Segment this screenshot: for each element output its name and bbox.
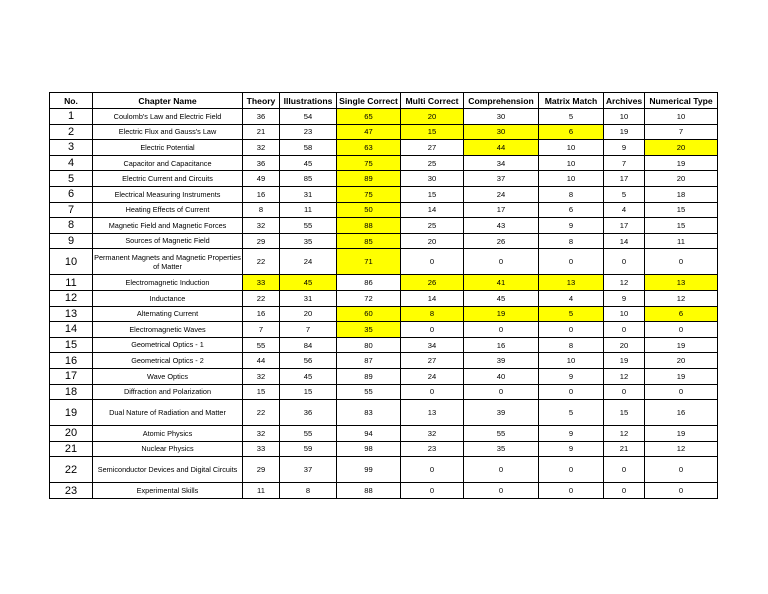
theory-count: 29 bbox=[243, 457, 280, 483]
theory-count: 44 bbox=[243, 353, 280, 369]
comprehension-count: 55 bbox=[464, 426, 539, 442]
archives-count: 9 bbox=[604, 290, 645, 306]
matrix-match-count: 10 bbox=[539, 171, 604, 187]
single-correct-count: 86 bbox=[337, 275, 401, 291]
chapter-name: Geometrical Optics - 2 bbox=[93, 353, 243, 369]
table-row bbox=[50, 290, 718, 306]
illustrations-count: 23 bbox=[280, 124, 337, 140]
table-row bbox=[50, 171, 718, 187]
chapter-name: Electrical Measuring Instruments bbox=[93, 186, 243, 202]
matrix-match-count: 10 bbox=[539, 155, 604, 171]
numerical-type-count: 6 bbox=[645, 306, 718, 322]
multi-correct-count: 24 bbox=[401, 368, 464, 384]
numerical-type-count: 0 bbox=[645, 457, 718, 483]
row-number: 10 bbox=[50, 249, 93, 275]
illustrations-count: 31 bbox=[280, 290, 337, 306]
matrix-match-count: 5 bbox=[539, 400, 604, 426]
theory-count: 22 bbox=[243, 249, 280, 275]
archives-count: 19 bbox=[604, 353, 645, 369]
multi-correct-count: 20 bbox=[401, 109, 464, 125]
archives-count: 12 bbox=[604, 368, 645, 384]
chapter-name: Geometrical Optics - 1 bbox=[93, 337, 243, 353]
table-body bbox=[50, 109, 718, 499]
matrix-match-count: 8 bbox=[539, 186, 604, 202]
header-archives: Archives bbox=[604, 93, 645, 109]
numerical-type-count: 12 bbox=[645, 441, 718, 457]
chapter-name: Coulomb's Law and Electric Field bbox=[93, 109, 243, 125]
row-number: 18 bbox=[50, 384, 93, 400]
single-correct-count: 60 bbox=[337, 306, 401, 322]
comprehension-count: 30 bbox=[464, 124, 539, 140]
numerical-type-count: 0 bbox=[645, 249, 718, 275]
chapter-name: Capacitor and Capacitance bbox=[93, 155, 243, 171]
theory-count: 8 bbox=[243, 202, 280, 218]
archives-count: 7 bbox=[604, 155, 645, 171]
header-multi-correct: Multi Correct bbox=[401, 93, 464, 109]
chapter-name: Electromagnetic Induction bbox=[93, 275, 243, 291]
illustrations-count: 24 bbox=[280, 249, 337, 275]
illustrations-count: 58 bbox=[280, 140, 337, 156]
archives-count: 19 bbox=[604, 124, 645, 140]
header-illustrations: Illustrations bbox=[280, 93, 337, 109]
chapter-name: Electric Current and Circuits bbox=[93, 171, 243, 187]
row-number: 17 bbox=[50, 368, 93, 384]
illustrations-count: 85 bbox=[280, 171, 337, 187]
archives-count: 9 bbox=[604, 140, 645, 156]
table-row bbox=[50, 218, 718, 234]
archives-count: 15 bbox=[604, 400, 645, 426]
multi-correct-count: 0 bbox=[401, 249, 464, 275]
theory-count: 16 bbox=[243, 186, 280, 202]
matrix-match-count: 10 bbox=[539, 353, 604, 369]
header-comprehension: Comprehension bbox=[464, 93, 539, 109]
numerical-type-count: 16 bbox=[645, 400, 718, 426]
matrix-match-count: 9 bbox=[539, 218, 604, 234]
table-row bbox=[50, 337, 718, 353]
table-row bbox=[50, 155, 718, 171]
numerical-type-count: 0 bbox=[645, 483, 718, 499]
header-no: No. bbox=[50, 93, 93, 109]
archives-count: 0 bbox=[604, 322, 645, 338]
row-number: 20 bbox=[50, 426, 93, 442]
comprehension-count: 30 bbox=[464, 109, 539, 125]
matrix-match-count: 8 bbox=[539, 233, 604, 249]
theory-count: 32 bbox=[243, 218, 280, 234]
archives-count: 12 bbox=[604, 426, 645, 442]
single-correct-count: 47 bbox=[337, 124, 401, 140]
multi-correct-count: 25 bbox=[401, 155, 464, 171]
chapter-name: Sources of Magnetic Field bbox=[93, 233, 243, 249]
theory-count: 32 bbox=[243, 140, 280, 156]
matrix-match-count: 4 bbox=[539, 290, 604, 306]
header-chapter-name: Chapter Name bbox=[93, 93, 243, 109]
comprehension-count: 0 bbox=[464, 322, 539, 338]
illustrations-count: 37 bbox=[280, 457, 337, 483]
archives-count: 0 bbox=[604, 483, 645, 499]
chapter-name: Alternating Current bbox=[93, 306, 243, 322]
numerical-type-count: 0 bbox=[645, 384, 718, 400]
archives-count: 0 bbox=[604, 457, 645, 483]
multi-correct-count: 15 bbox=[401, 124, 464, 140]
matrix-match-count: 10 bbox=[539, 140, 604, 156]
archives-count: 12 bbox=[604, 275, 645, 291]
numerical-type-count: 19 bbox=[645, 368, 718, 384]
archives-count: 5 bbox=[604, 186, 645, 202]
theory-count: 33 bbox=[243, 275, 280, 291]
comprehension-count: 43 bbox=[464, 218, 539, 234]
single-correct-count: 98 bbox=[337, 441, 401, 457]
multi-correct-count: 30 bbox=[401, 171, 464, 187]
comprehension-count: 37 bbox=[464, 171, 539, 187]
single-correct-count: 65 bbox=[337, 109, 401, 125]
table-row bbox=[50, 202, 718, 218]
numerical-type-count: 19 bbox=[645, 426, 718, 442]
table-row bbox=[50, 441, 718, 457]
archives-count: 0 bbox=[604, 249, 645, 275]
theory-count: 29 bbox=[243, 233, 280, 249]
illustrations-count: 56 bbox=[280, 353, 337, 369]
row-number: 5 bbox=[50, 171, 93, 187]
illustrations-count: 45 bbox=[280, 368, 337, 384]
chapter-name: Electric Flux and Gauss's Law bbox=[93, 124, 243, 140]
table-row bbox=[50, 140, 718, 156]
single-correct-count: 71 bbox=[337, 249, 401, 275]
table-row bbox=[50, 124, 718, 140]
single-correct-count: 88 bbox=[337, 218, 401, 234]
chapter-name: Atomic Physics bbox=[93, 426, 243, 442]
chapter-name: Wave Optics bbox=[93, 368, 243, 384]
numerical-type-count: 20 bbox=[645, 353, 718, 369]
illustrations-count: 59 bbox=[280, 441, 337, 457]
row-number: 23 bbox=[50, 483, 93, 499]
illustrations-count: 31 bbox=[280, 186, 337, 202]
numerical-type-count: 20 bbox=[645, 171, 718, 187]
theory-count: 32 bbox=[243, 426, 280, 442]
archives-count: 21 bbox=[604, 441, 645, 457]
numerical-type-count: 20 bbox=[645, 140, 718, 156]
table-row bbox=[50, 306, 718, 322]
theory-count: 22 bbox=[243, 400, 280, 426]
comprehension-count: 17 bbox=[464, 202, 539, 218]
theory-count: 55 bbox=[243, 337, 280, 353]
multi-correct-count: 13 bbox=[401, 400, 464, 426]
illustrations-count: 15 bbox=[280, 384, 337, 400]
comprehension-count: 26 bbox=[464, 233, 539, 249]
row-number: 2 bbox=[50, 124, 93, 140]
theory-count: 15 bbox=[243, 384, 280, 400]
chapter-name: Semiconductor Devices and Digital Circuits bbox=[93, 457, 243, 483]
numerical-type-count: 15 bbox=[645, 218, 718, 234]
illustrations-count: 54 bbox=[280, 109, 337, 125]
row-number: 13 bbox=[50, 306, 93, 322]
table-row bbox=[50, 483, 718, 499]
illustrations-count: 55 bbox=[280, 426, 337, 442]
numerical-type-count: 15 bbox=[645, 202, 718, 218]
single-correct-count: 75 bbox=[337, 186, 401, 202]
multi-correct-count: 26 bbox=[401, 275, 464, 291]
theory-count: 32 bbox=[243, 368, 280, 384]
table-row bbox=[50, 384, 718, 400]
illustrations-count: 55 bbox=[280, 218, 337, 234]
archives-count: 10 bbox=[604, 109, 645, 125]
multi-correct-count: 0 bbox=[401, 457, 464, 483]
multi-correct-count: 34 bbox=[401, 337, 464, 353]
single-correct-count: 94 bbox=[337, 426, 401, 442]
single-correct-count: 83 bbox=[337, 400, 401, 426]
numerical-type-count: 11 bbox=[645, 233, 718, 249]
table-row bbox=[50, 322, 718, 338]
chapter-name: Heating Effects of Current bbox=[93, 202, 243, 218]
multi-correct-count: 27 bbox=[401, 140, 464, 156]
illustrations-count: 11 bbox=[280, 202, 337, 218]
multi-correct-count: 0 bbox=[401, 384, 464, 400]
comprehension-count: 39 bbox=[464, 400, 539, 426]
row-number: 8 bbox=[50, 218, 93, 234]
table-row bbox=[50, 275, 718, 291]
comprehension-count: 41 bbox=[464, 275, 539, 291]
chapter-name: Electric Potential bbox=[93, 140, 243, 156]
theory-count: 22 bbox=[243, 290, 280, 306]
multi-correct-count: 0 bbox=[401, 483, 464, 499]
theory-count: 21 bbox=[243, 124, 280, 140]
matrix-match-count: 6 bbox=[539, 124, 604, 140]
matrix-match-count: 0 bbox=[539, 483, 604, 499]
header-numerical-type: Numerical Type bbox=[645, 93, 718, 109]
multi-correct-count: 0 bbox=[401, 322, 464, 338]
header-single-correct: Single Correct bbox=[337, 93, 401, 109]
matrix-match-count: 0 bbox=[539, 384, 604, 400]
row-number: 11 bbox=[50, 275, 93, 291]
matrix-match-count: 6 bbox=[539, 202, 604, 218]
archives-count: 20 bbox=[604, 337, 645, 353]
comprehension-count: 16 bbox=[464, 337, 539, 353]
row-number: 3 bbox=[50, 140, 93, 156]
matrix-match-count: 9 bbox=[539, 368, 604, 384]
table-row bbox=[50, 353, 718, 369]
table-row bbox=[50, 249, 718, 275]
chapter-table bbox=[49, 92, 718, 499]
illustrations-count: 84 bbox=[280, 337, 337, 353]
table-row bbox=[50, 233, 718, 249]
illustrations-count: 8 bbox=[280, 483, 337, 499]
table-row bbox=[50, 457, 718, 483]
numerical-type-count: 12 bbox=[645, 290, 718, 306]
matrix-match-count: 9 bbox=[539, 426, 604, 442]
row-number: 12 bbox=[50, 290, 93, 306]
table-row bbox=[50, 368, 718, 384]
single-correct-count: 75 bbox=[337, 155, 401, 171]
single-correct-count: 99 bbox=[337, 457, 401, 483]
comprehension-count: 0 bbox=[464, 483, 539, 499]
table-row bbox=[50, 186, 718, 202]
theory-count: 16 bbox=[243, 306, 280, 322]
chapter-name: Dual Nature of Radiation and Matter bbox=[93, 400, 243, 426]
chapter-name: Permanent Magnets and Magnetic Properties of Matter bbox=[93, 249, 243, 275]
comprehension-count: 34 bbox=[464, 155, 539, 171]
single-correct-count: 88 bbox=[337, 483, 401, 499]
multi-correct-count: 15 bbox=[401, 186, 464, 202]
comprehension-count: 24 bbox=[464, 186, 539, 202]
illustrations-count: 35 bbox=[280, 233, 337, 249]
table-row bbox=[50, 426, 718, 442]
archives-count: 4 bbox=[604, 202, 645, 218]
numerical-type-count: 18 bbox=[645, 186, 718, 202]
matrix-match-count: 0 bbox=[539, 457, 604, 483]
illustrations-count: 7 bbox=[280, 322, 337, 338]
matrix-match-count: 9 bbox=[539, 441, 604, 457]
illustrations-count: 20 bbox=[280, 306, 337, 322]
comprehension-count: 45 bbox=[464, 290, 539, 306]
row-number: 22 bbox=[50, 457, 93, 483]
matrix-match-count: 0 bbox=[539, 322, 604, 338]
multi-correct-count: 32 bbox=[401, 426, 464, 442]
header-matrix-match: Matrix Match bbox=[539, 93, 604, 109]
theory-count: 11 bbox=[243, 483, 280, 499]
row-number: 4 bbox=[50, 155, 93, 171]
table-row bbox=[50, 400, 718, 426]
archives-count: 14 bbox=[604, 233, 645, 249]
archives-count: 0 bbox=[604, 384, 645, 400]
multi-correct-count: 14 bbox=[401, 202, 464, 218]
single-correct-count: 87 bbox=[337, 353, 401, 369]
numerical-type-count: 19 bbox=[645, 155, 718, 171]
row-number: 1 bbox=[50, 109, 93, 125]
chapter-name: Magnetic Field and Magnetic Forces bbox=[93, 218, 243, 234]
illustrations-count: 45 bbox=[280, 275, 337, 291]
multi-correct-count: 23 bbox=[401, 441, 464, 457]
comprehension-count: 40 bbox=[464, 368, 539, 384]
table-row bbox=[50, 109, 718, 125]
chapter-name: Nuclear Physics bbox=[93, 441, 243, 457]
theory-count: 36 bbox=[243, 109, 280, 125]
single-correct-count: 89 bbox=[337, 368, 401, 384]
matrix-match-count: 13 bbox=[539, 275, 604, 291]
matrix-match-count: 8 bbox=[539, 337, 604, 353]
single-correct-count: 80 bbox=[337, 337, 401, 353]
theory-count: 7 bbox=[243, 322, 280, 338]
theory-count: 49 bbox=[243, 171, 280, 187]
chapter-name: Inductance bbox=[93, 290, 243, 306]
single-correct-count: 55 bbox=[337, 384, 401, 400]
comprehension-count: 35 bbox=[464, 441, 539, 457]
comprehension-count: 39 bbox=[464, 353, 539, 369]
single-correct-count: 50 bbox=[337, 202, 401, 218]
chapter-name: Experimental Skills bbox=[93, 483, 243, 499]
comprehension-count: 0 bbox=[464, 457, 539, 483]
numerical-type-count: 0 bbox=[645, 322, 718, 338]
comprehension-count: 0 bbox=[464, 249, 539, 275]
chapter-name: Electromagnetic Waves bbox=[93, 322, 243, 338]
comprehension-count: 19 bbox=[464, 306, 539, 322]
row-number: 15 bbox=[50, 337, 93, 353]
illustrations-count: 45 bbox=[280, 155, 337, 171]
illustrations-count: 36 bbox=[280, 400, 337, 426]
matrix-match-count: 0 bbox=[539, 249, 604, 275]
archives-count: 10 bbox=[604, 306, 645, 322]
numerical-type-count: 7 bbox=[645, 124, 718, 140]
multi-correct-count: 27 bbox=[401, 353, 464, 369]
multi-correct-count: 14 bbox=[401, 290, 464, 306]
theory-count: 33 bbox=[243, 441, 280, 457]
numerical-type-count: 19 bbox=[645, 337, 718, 353]
header-theory: Theory bbox=[243, 93, 280, 109]
chapter-name: Diffraction and Polarization bbox=[93, 384, 243, 400]
single-correct-count: 85 bbox=[337, 233, 401, 249]
row-number: 14 bbox=[50, 322, 93, 338]
row-number: 21 bbox=[50, 441, 93, 457]
multi-correct-count: 25 bbox=[401, 218, 464, 234]
numerical-type-count: 10 bbox=[645, 109, 718, 125]
comprehension-count: 44 bbox=[464, 140, 539, 156]
single-correct-count: 63 bbox=[337, 140, 401, 156]
multi-correct-count: 20 bbox=[401, 233, 464, 249]
single-correct-count: 35 bbox=[337, 322, 401, 338]
single-correct-count: 89 bbox=[337, 171, 401, 187]
row-number: 9 bbox=[50, 233, 93, 249]
theory-count: 36 bbox=[243, 155, 280, 171]
row-number: 19 bbox=[50, 400, 93, 426]
matrix-match-count: 5 bbox=[539, 109, 604, 125]
single-correct-count: 72 bbox=[337, 290, 401, 306]
row-number: 7 bbox=[50, 202, 93, 218]
comprehension-count: 0 bbox=[464, 384, 539, 400]
archives-count: 17 bbox=[604, 218, 645, 234]
archives-count: 17 bbox=[604, 171, 645, 187]
matrix-match-count: 5 bbox=[539, 306, 604, 322]
header-row bbox=[50, 93, 718, 109]
row-number: 6 bbox=[50, 186, 93, 202]
multi-correct-count: 8 bbox=[401, 306, 464, 322]
row-number: 16 bbox=[50, 353, 93, 369]
numerical-type-count: 13 bbox=[645, 275, 718, 291]
